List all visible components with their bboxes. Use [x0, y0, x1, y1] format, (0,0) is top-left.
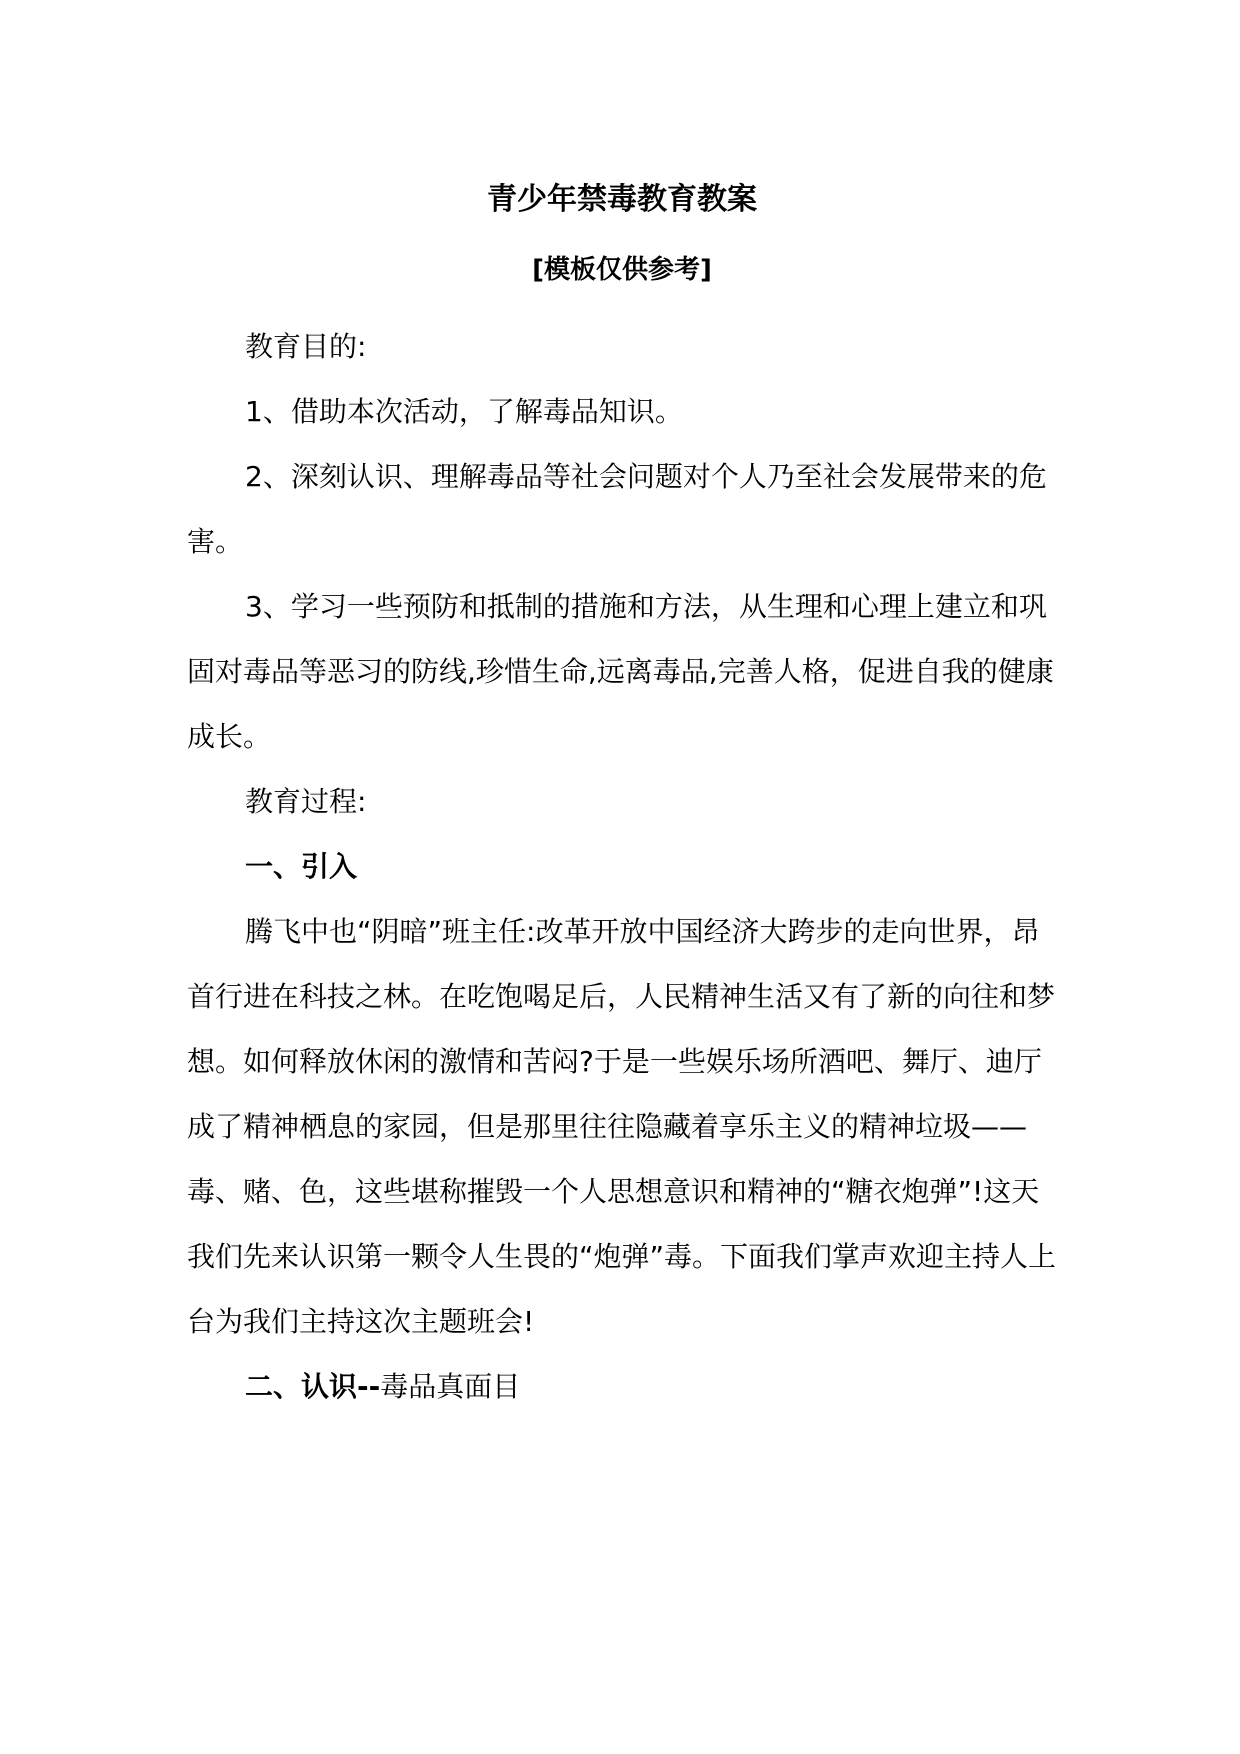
objectives-heading: 教育目的:: [245, 330, 367, 363]
objective-item-1: 1、借助本次活动，了解毒品知识。: [245, 395, 683, 428]
document-body: [187, 178, 1057, 1419]
section-1-heading: 一、引入: [245, 850, 358, 883]
section-2-heading-bold: 二、认识--: [245, 1370, 381, 1403]
objective-item-3: 3、学习一些预防和抵制的措施和方法，从生理和心理上建立和巩固对毒品等恶习的防线,珍惜生命,远离毒品,完善人格，促进自我的健康成长。: [187, 590, 1054, 753]
document-title: 青少年禁毒教育教案: [487, 182, 757, 217]
section-1-text: 腾飞中也“阴暗”班主任:改革开放中国经济大跨步的走向世界，昂首行进在科技之林。在吃饱喝足后，人民精神生活又有了新的向往和梦想。如何释放休闲的激情和苦闷?于是一些娱乐场所酒吧、舞厅、迪厅成了精神栖息的家园，但是那里往往隐藏着享乐主义的精神垃圾——毒、赌、色，这些堪称摧毁一个人思想意识和精神的“糖衣炮弹”!这天我们先来认识第一颗令人生畏的“炮弹”毒。下面我们掌声欢迎主持人上台为我们主持这次主题班会!: [187, 915, 1057, 1338]
process-heading: 教育过程:: [245, 785, 367, 818]
objective-item-2: 2、深刻认识、理解毒品等社会问题对个人乃至社会发展带来的危害。: [187, 460, 1047, 558]
document-subtitle: [模板仅供参考]: [532, 255, 712, 285]
section-2-heading-normal: 毒品真面目: [380, 1370, 521, 1403]
section-2-heading: [187, 1354, 1057, 1419]
